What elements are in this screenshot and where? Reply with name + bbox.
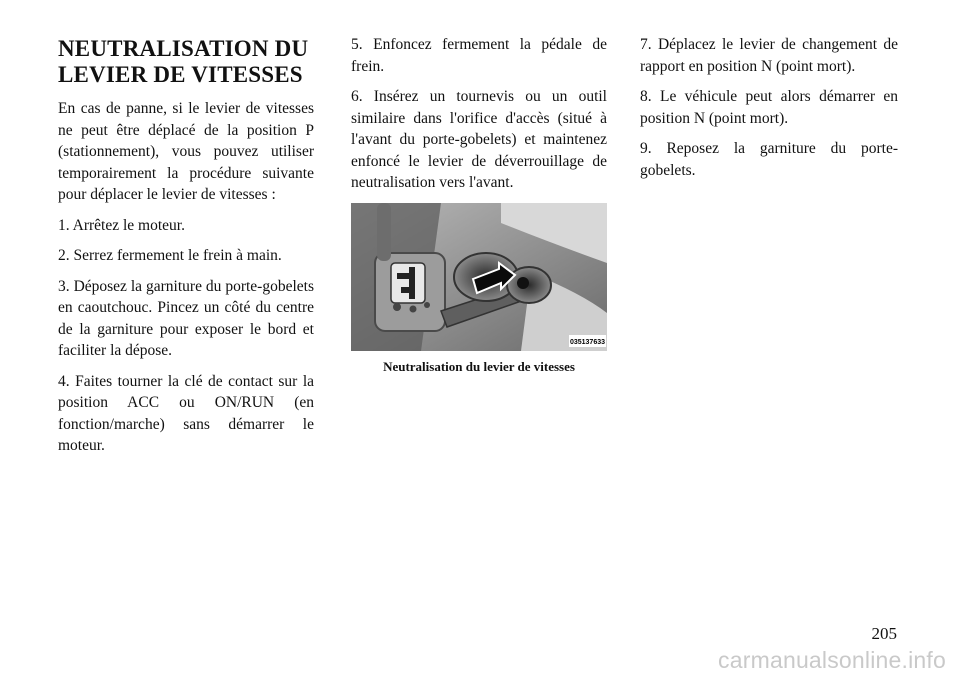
figure-caption: Neutralisation du levier de vitesses <box>383 358 575 374</box>
section-title <box>58 36 314 88</box>
step-5: 5. Enfoncez fermement la pédale de frein. <box>351 36 607 75</box>
figure-shifter <box>351 203 607 375</box>
section-title-line1: NEUTRALISATION DU <box>58 36 309 61</box>
step-6: 6. Insérez un tournevis ou un outil similaire dans l'orifice d'accès (situé à l'avant du porte-gobelets) et maintenez enfoncé le levier de déverrouillage de neutralisation vers l'avant. <box>351 88 607 191</box>
step-1: 1. Arrêtez le moteur. <box>58 216 185 234</box>
shifter-photo <box>351 203 607 351</box>
step-3: 3. Déposez la garniture du porte-gobelets en caoutchouc. Pincez un côté du centre de la garniture pour exposer le bord et faciliter la dépose. <box>58 277 314 359</box>
watermark: carmanualsonline.info <box>718 647 946 673</box>
step-2: 2. Serrez fermement le frein à main. <box>58 247 282 264</box>
column-middle <box>351 34 607 375</box>
step-8: 8. Le véhicule peut alors démarrer en position N (point mort). <box>640 88 898 127</box>
step-4: 4. Faites tourner la clé de contact sur la position ACC ou ON/RUN (en fonction/marche) sans démarrer le moteur. <box>58 372 314 454</box>
column-left <box>58 36 314 466</box>
column-right <box>640 34 898 190</box>
step-7: 7. Déplacez le levier de changement de rapport en position N (point mort). <box>640 36 898 75</box>
step-9: 9. Reposez la garniture du porte-gobelets. <box>640 140 898 179</box>
section-title-line2: LEVIER DE VITESSES <box>58 62 303 87</box>
figure-code: 035137633 <box>569 338 606 346</box>
intro-paragraph: En cas de panne, si le levier de vitesses ne peut être déplacé de la position P (stationnement), vous pouvez utiliser temporairement la procédure suivante pour déplacer le levier de vitesses : <box>58 100 314 203</box>
page-number: 205 <box>871 624 897 643</box>
